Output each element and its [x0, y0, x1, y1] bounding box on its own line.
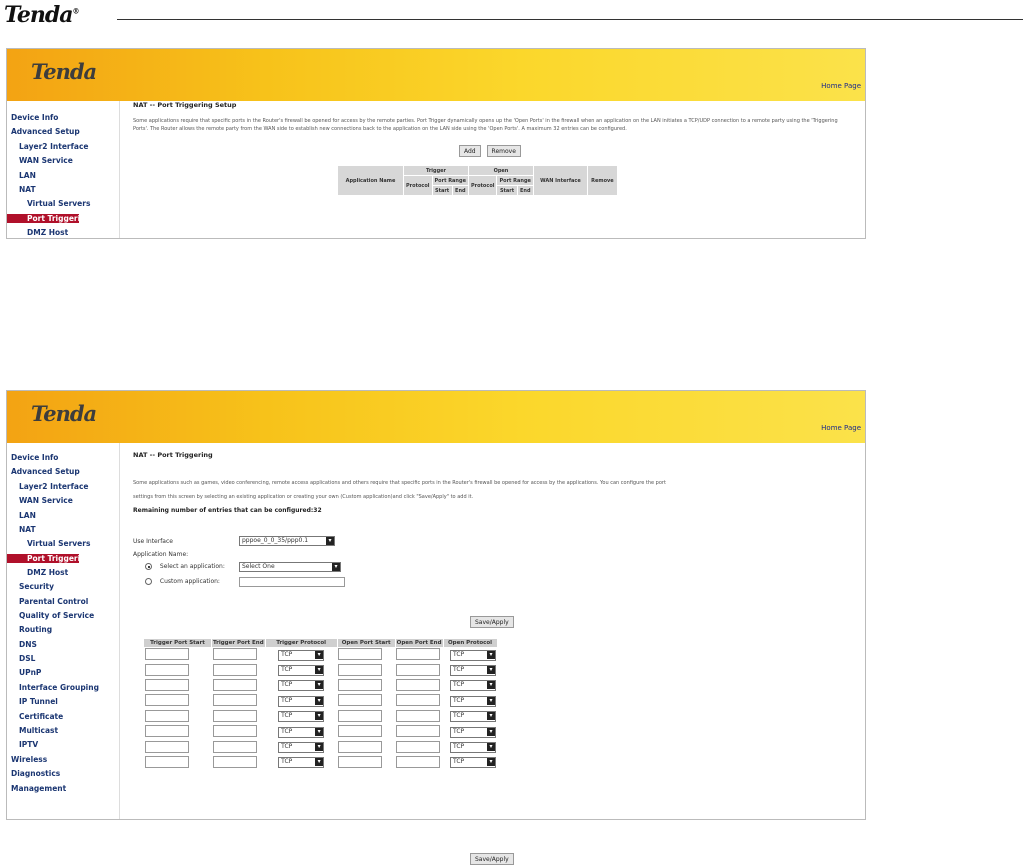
- table-cell: [443, 755, 497, 770]
- table-cell: [337, 648, 395, 663]
- sidebar-nav: [7, 443, 120, 819]
- table-cell: [337, 694, 395, 709]
- home-page-link[interactable]: Home Page: [821, 82, 861, 90]
- main-content: [133, 443, 859, 863]
- col-open-port-end: Open Port End: [396, 640, 442, 646]
- sidebar-item-wan-service[interactable]: WAN Service: [19, 156, 73, 166]
- save-apply-button-top[interactable]: Save/Apply: [470, 616, 514, 628]
- open-port-start-input[interactable]: [338, 648, 382, 660]
- trigger-port-end-input[interactable]: [213, 725, 257, 737]
- document-logo: Tenda®: [4, 2, 79, 28]
- table-cell: [212, 694, 266, 709]
- use-interface-label: Use Interface: [133, 538, 173, 545]
- table-cell: [144, 663, 212, 678]
- sidebar-item-port-triggering[interactable]: Port Triggering: [7, 554, 79, 563]
- table-cell: [443, 663, 497, 678]
- trigger-port-start-input[interactable]: [145, 694, 189, 706]
- table-row: [144, 663, 498, 678]
- table-cell: [443, 740, 497, 755]
- col-trigger-protocol: Trigger Protocol: [265, 639, 337, 648]
- sidebar-item-device-info[interactable]: Device Info: [11, 453, 59, 462]
- trigger-port-start-input[interactable]: [145, 756, 189, 768]
- table-row: [144, 709, 498, 724]
- table-cell: [337, 663, 395, 678]
- table-cell: [395, 724, 443, 739]
- open-port-end-input[interactable]: [396, 756, 440, 768]
- col-remove: Remove: [587, 166, 617, 196]
- sidebar-item-upnp[interactable]: UPnP: [19, 668, 42, 678]
- open-protocol-select[interactable]: TCP ▾: [450, 665, 496, 676]
- col-trigger-port-range: Port Range: [432, 176, 468, 186]
- open-protocol-select[interactable]: TCP ▾: [450, 757, 496, 768]
- table-cell: [395, 678, 443, 693]
- open-protocol-select[interactable]: TCP ▾: [450, 650, 496, 661]
- sidebar-item-dns[interactable]: DNS: [19, 639, 37, 649]
- trigger-port-end-input[interactable]: [213, 710, 257, 722]
- screenshot-port-triggering-add: [6, 390, 866, 863]
- col-open-protocol: Protocol: [468, 176, 497, 196]
- sidebar-item-dmz-host[interactable]: DMZ Host: [27, 227, 69, 237]
- table-cell: [265, 740, 337, 755]
- col-trigger: Trigger: [404, 166, 469, 176]
- sidebar-item-layer2-interface[interactable]: Layer2 Interface: [19, 141, 89, 151]
- page-title: NAT -- Port Triggering: [133, 451, 213, 459]
- table-cell: [395, 709, 443, 724]
- table-cell: [212, 724, 266, 739]
- table-cell: [395, 648, 443, 663]
- open-port-start-input[interactable]: [338, 679, 382, 691]
- sidebar-item-nat[interactable]: NAT: [19, 184, 36, 194]
- open-port-end-input[interactable]: [396, 679, 440, 691]
- table-cell: [337, 709, 395, 724]
- page-description-line1: Some applications such as games, video conferencing, remote access applications and others require that specific ports in the Router's firewall be opened for access by the applications. You can configure the port: [133, 480, 666, 486]
- sidebar-item-nat[interactable]: NAT: [19, 524, 36, 534]
- table-cell: [443, 678, 497, 693]
- table-cell: [144, 648, 212, 663]
- table-cell: [443, 709, 497, 724]
- trigger-protocol-select[interactable]: TCP ▾: [278, 696, 324, 707]
- col-trigger-end: End: [452, 186, 468, 196]
- table-cell: [265, 648, 337, 663]
- table-cell: [337, 755, 395, 770]
- sidebar-item-management[interactable]: Management: [11, 783, 67, 793]
- trigger-port-end-input[interactable]: [213, 664, 257, 676]
- trigger-protocol-select[interactable]: TCP ▾: [278, 757, 324, 768]
- trigger-port-start-input[interactable]: [145, 741, 189, 753]
- sidebar-item-iptv[interactable]: IPTV: [19, 740, 39, 750]
- sidebar-item-advanced-setup[interactable]: Advanced Setup: [11, 467, 80, 477]
- trigger-port-start-input[interactable]: [145, 679, 189, 691]
- port-trigger-table: [337, 165, 618, 196]
- sidebar-item-diagnostics[interactable]: Diagnostics: [11, 769, 61, 779]
- trigger-protocol-select[interactable]: TCP ▾: [278, 680, 324, 691]
- sidebar-item-virtual-servers[interactable]: Virtual Servers: [27, 199, 91, 209]
- select-application-label: Select an application:: [159, 563, 225, 570]
- table-cell: [265, 755, 337, 770]
- table-cell: [443, 694, 497, 709]
- sidebar-item-lan[interactable]: LAN: [19, 510, 36, 520]
- application-name-label: Application Name:: [133, 551, 189, 558]
- banner: [7, 391, 865, 443]
- col-trigger-port-start: Trigger Port Start: [144, 639, 212, 648]
- open-port-start-input[interactable]: [338, 725, 382, 737]
- header-rule: [117, 19, 1023, 20]
- open-port-end-input[interactable]: [396, 741, 440, 753]
- sidebar-item-routing[interactable]: Routing: [19, 625, 53, 635]
- table-cell: [144, 724, 212, 739]
- table-cell: [144, 755, 212, 770]
- add-button[interactable]: Add: [459, 145, 481, 157]
- table-row: [144, 755, 498, 770]
- table-cell: [144, 740, 212, 755]
- open-port-start-input[interactable]: [338, 710, 382, 722]
- trigger-port-end-input[interactable]: [213, 648, 257, 660]
- save-apply-button-bottom[interactable]: Save/Apply: [470, 853, 514, 865]
- sidebar-item-interface-grouping[interactable]: Interface Grouping: [19, 682, 99, 692]
- trigger-port-end-input[interactable]: [213, 694, 257, 706]
- col-open-protocol: Open Protocol: [443, 639, 497, 648]
- custom-application-input[interactable]: [239, 577, 345, 587]
- sidebar-item-virtual-servers[interactable]: Virtual Servers: [27, 539, 91, 549]
- sidebar-item-quality-of-service[interactable]: Quality of Service: [19, 610, 95, 620]
- trigger-port-start-input[interactable]: [145, 664, 189, 676]
- open-port-end-input[interactable]: [396, 694, 440, 706]
- table-cell: [265, 678, 337, 693]
- table-cell: [212, 755, 266, 770]
- open-port-start-input[interactable]: [338, 664, 382, 676]
- sidebar-item-layer2-interface[interactable]: Layer2 Interface: [19, 481, 89, 491]
- banner: [7, 49, 865, 101]
- open-protocol-select[interactable]: TCP ▾: [450, 680, 496, 691]
- sidebar-item-lan[interactable]: LAN: [19, 170, 36, 180]
- trigger-protocol-select[interactable]: TCP ▾: [278, 650, 324, 661]
- table-cell: [443, 724, 497, 739]
- table-row: [144, 694, 498, 709]
- main-content: [133, 101, 859, 238]
- table-cell: [265, 709, 337, 724]
- table-cell: [212, 663, 266, 678]
- router-logo: Tenda: [31, 401, 97, 426]
- col-application-name: Application Name: [338, 166, 404, 196]
- table-row: [144, 648, 498, 663]
- table-row: [144, 724, 498, 739]
- open-port-end-input[interactable]: [396, 664, 440, 676]
- sidebar-item-ip-tunnel[interactable]: IP Tunnel: [19, 697, 58, 707]
- table-cell: [395, 694, 443, 709]
- open-port-start-input[interactable]: [338, 741, 382, 753]
- open-port-end-input[interactable]: [396, 710, 440, 722]
- table-cell: [212, 740, 266, 755]
- table-cell: [212, 648, 266, 663]
- col-trigger-start: Start: [432, 186, 452, 196]
- sidebar-item-security[interactable]: Security: [19, 582, 55, 592]
- col-open-port-range: Port Range: [497, 176, 533, 186]
- page-description-line2: settings from this screen by selecting an existing application or creating your own (Custom application)and click "Save/Apply" to add it.: [133, 494, 474, 500]
- table-cell: [212, 709, 266, 724]
- open-port-start-input[interactable]: [338, 756, 382, 768]
- trigger-protocol-select[interactable]: TCP ▾: [278, 727, 324, 738]
- router-logo: Tenda: [31, 59, 97, 84]
- table-cell: [395, 740, 443, 755]
- table-cell: [443, 648, 497, 663]
- sidebar-item-wireless[interactable]: Wireless: [11, 754, 48, 764]
- custom-application-radio[interactable]: [145, 578, 152, 585]
- col-open-port-start: Open Port Start: [337, 639, 395, 648]
- sidebar-item-dmz-host[interactable]: DMZ Host: [27, 567, 69, 577]
- remove-button[interactable]: Remove: [487, 145, 521, 157]
- table-cell: [144, 694, 212, 709]
- trigger-port-end-input[interactable]: [213, 679, 257, 691]
- open-port-start-input[interactable]: [338, 694, 382, 706]
- table-cell: [395, 755, 443, 770]
- open-port-end-input[interactable]: [396, 648, 440, 660]
- table-cell: [265, 724, 337, 739]
- col-open-end: End: [517, 186, 533, 196]
- screenshot-port-triggering-setup: [6, 48, 866, 239]
- trigger-port-end-input[interactable]: [213, 741, 257, 753]
- open-protocol-select[interactable]: TCP ▾: [450, 696, 496, 707]
- home-page-link[interactable]: Home Page: [821, 424, 861, 432]
- table-row: [144, 678, 498, 693]
- sidebar-item-port-triggering[interactable]: Port Triggering: [7, 214, 79, 223]
- select-application-radio[interactable]: [145, 563, 152, 570]
- sidebar-item-parental-control[interactable]: Parental Control: [19, 596, 89, 606]
- sidebar-item-multicast[interactable]: Multicast: [19, 726, 59, 736]
- use-interface-select[interactable]: pppoe_0_0_35/ppp0.1 ▾: [239, 536, 335, 546]
- sidebar-item-dsl[interactable]: DSL: [19, 654, 36, 664]
- trigger-protocol-select[interactable]: TCP ▾: [278, 742, 324, 753]
- sidebar-item-wan-service[interactable]: WAN Service: [19, 496, 73, 506]
- col-trigger-port-end: Trigger Port End: [213, 640, 264, 646]
- table-cell: [265, 694, 337, 709]
- trigger-port-start-input[interactable]: [145, 725, 189, 737]
- table-cell: [395, 663, 443, 678]
- table-cell: [337, 724, 395, 739]
- table-cell: [337, 678, 395, 693]
- table-cell: [144, 678, 212, 693]
- port-trigger-entries-table: [143, 638, 498, 771]
- sidebar-nav: [7, 101, 120, 238]
- trigger-protocol-select[interactable]: TCP ▾: [278, 665, 324, 676]
- col-open: Open: [468, 166, 533, 176]
- custom-application-label: Custom application:: [159, 578, 220, 585]
- sidebar-item-device-info[interactable]: Device Info: [11, 113, 59, 122]
- open-protocol-select[interactable]: TCP ▾: [450, 742, 496, 753]
- open-protocol-select[interactable]: TCP ▾: [450, 727, 496, 738]
- col-wan-interface: WAN Interface: [533, 166, 587, 196]
- open-port-end-input[interactable]: [396, 725, 440, 737]
- sidebar-item-certificate[interactable]: Certificate: [19, 711, 64, 721]
- application-select[interactable]: Select One ▾: [239, 562, 341, 572]
- sidebar-item-advanced-setup[interactable]: Advanced Setup: [11, 127, 80, 137]
- trigger-port-start-input[interactable]: [145, 648, 189, 660]
- table-cell: [337, 740, 395, 755]
- table-cell: [144, 709, 212, 724]
- table-cell: [265, 663, 337, 678]
- remaining-entries: Remaining number of entries that can be configured:32: [133, 507, 322, 514]
- col-open-start: Start: [497, 186, 517, 196]
- table-row: [144, 740, 498, 755]
- page-description: Some applications require that specific ports in the Router's firewall be opened for access by the remote parties. Port Trigger dynamically opens up the 'Open Ports' in the firewall when an application on the LAN initiates a TCP/UDP connection to a remote party using the 'Triggering Ports'. The Router allows the remote party from the WAN side to establish new connections back to the application on the LAN side using the 'Open Ports'. A maximum 32 entries can be configured.: [133, 118, 838, 132]
- trigger-port-end-input[interactable]: [213, 756, 257, 768]
- open-protocol-select[interactable]: TCP ▾: [450, 711, 496, 722]
- col-trigger-protocol: Protocol: [404, 176, 433, 196]
- table-cell: [212, 678, 266, 693]
- page-title: NAT -- Port Triggering Setup: [133, 101, 237, 109]
- trigger-protocol-select[interactable]: TCP ▾: [278, 711, 324, 722]
- trigger-port-start-input[interactable]: [145, 710, 189, 722]
